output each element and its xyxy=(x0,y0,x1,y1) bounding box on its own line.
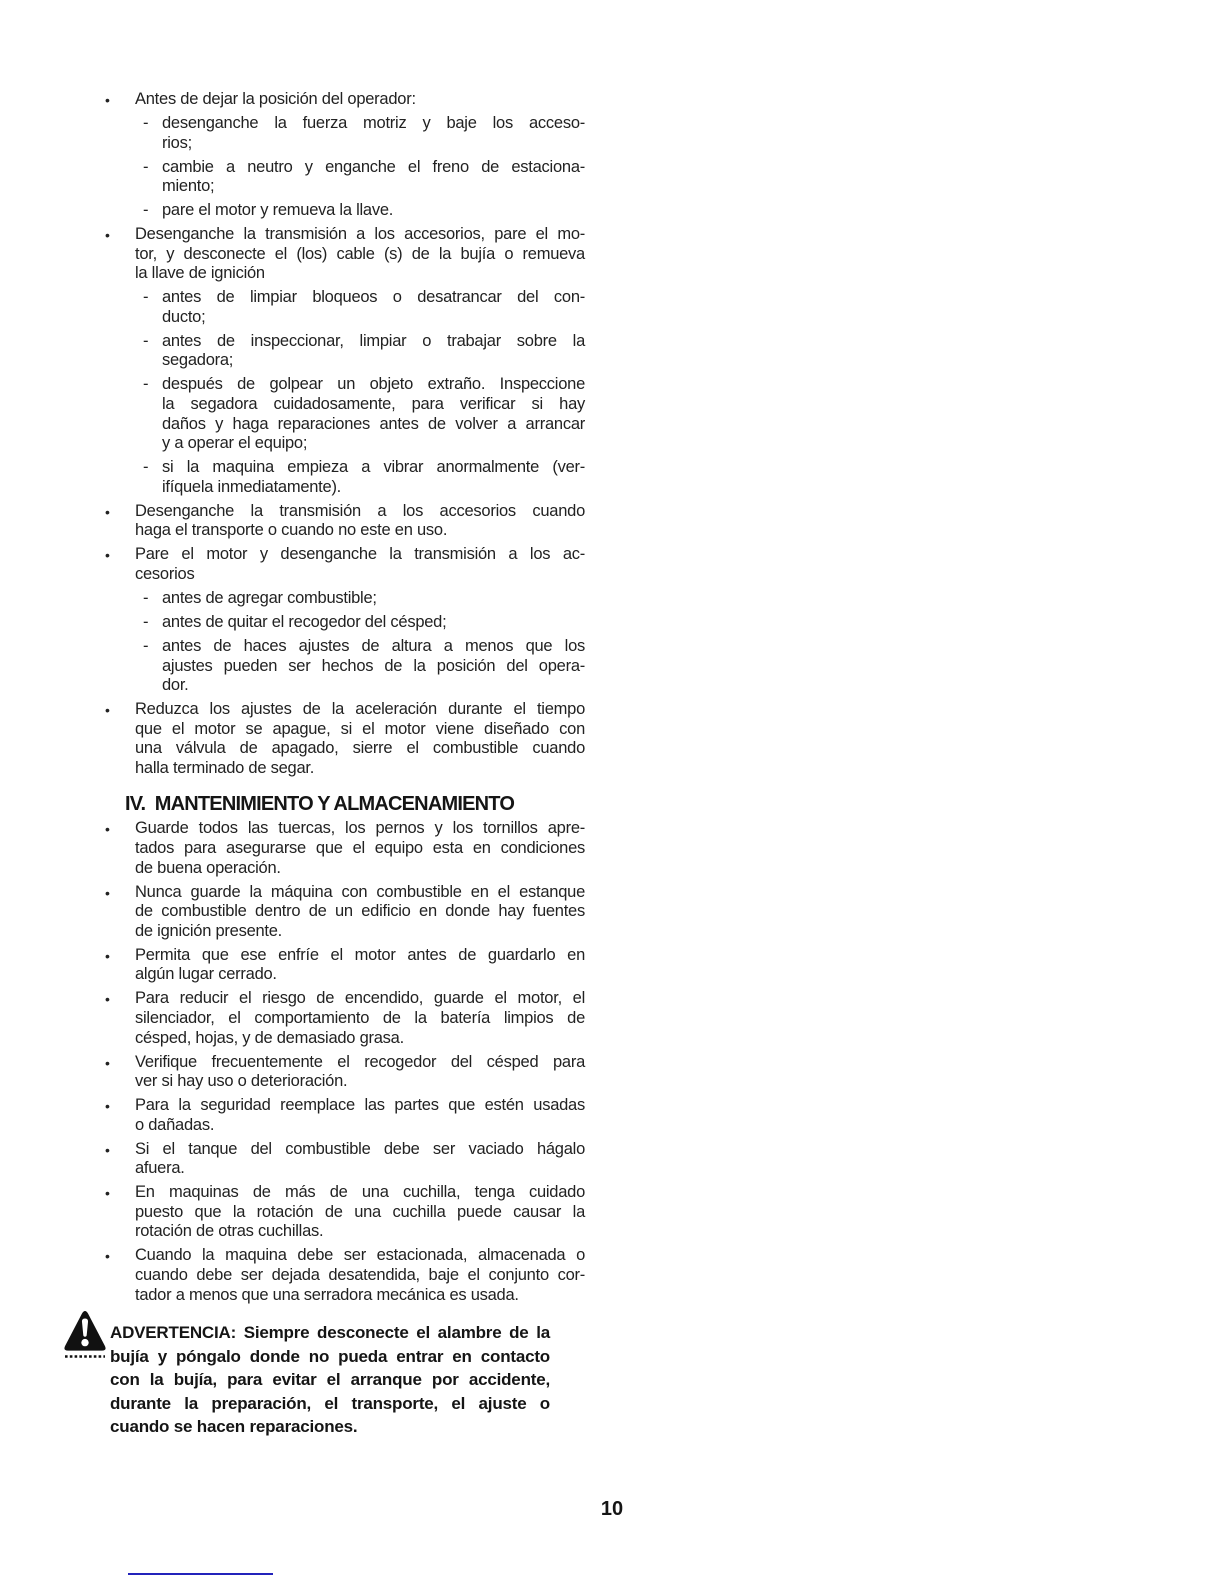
text-line: Pare el motor y desenganche la transmisión a los ac- xyxy=(135,545,585,564)
text-line: o dañadas. xyxy=(135,1115,215,1134)
list-item xyxy=(105,1053,585,1092)
sub-list-item xyxy=(143,201,585,221)
text-line: pare el motor y remueva la llave. xyxy=(162,201,394,220)
text-line: halla terminado de segar. xyxy=(135,758,315,777)
dash-marker: - xyxy=(143,636,149,655)
text-line: una válvula de apagado, sierre el combustible cuando xyxy=(135,739,585,758)
dash-marker: - xyxy=(143,201,149,220)
sub-list-item xyxy=(143,637,585,696)
dash-marker: - xyxy=(143,612,149,631)
text-line: antes de agregar combustible; xyxy=(162,588,377,607)
bullet-icon: • xyxy=(105,1098,110,1115)
text-line: tador a menos que una serradora mecánica es usada. xyxy=(135,1285,519,1304)
footer-accent-line xyxy=(128,1573,273,1575)
text-line: si la maquina empieza a vibrar anormalmente (ver- xyxy=(162,458,585,477)
dash-marker: - xyxy=(143,288,149,307)
bullet-icon: • xyxy=(105,947,110,964)
text-line: tor, y desconecte el (los) cable (s) de la bujía o remueva xyxy=(135,244,585,263)
list-item xyxy=(105,883,585,942)
text-line: Desenganche la transmisión a los accesorios, pare el mo- xyxy=(135,225,585,244)
text-line: afuera. xyxy=(135,1159,185,1178)
sub-list-item xyxy=(143,114,585,153)
sub-list-item xyxy=(143,613,585,633)
dash-marker: - xyxy=(143,157,149,176)
text-line: con la bujía, para evitar el arranque por accidente, xyxy=(110,1370,550,1389)
dash-marker: - xyxy=(143,588,149,607)
text-line: haga el transporte o cuando no este en uso. xyxy=(135,521,448,540)
text-line: la llave de ignición xyxy=(135,264,265,283)
text-line: antes de limpiar bloqueos o desatrancar del con- xyxy=(162,288,585,307)
text-line: ajustes pueden ser hechos de la posición del opera- xyxy=(162,656,585,675)
list-item xyxy=(105,1183,585,1242)
text-line: rotación de otras cuchillas. xyxy=(135,1222,324,1241)
text-line: Cuando la maquina debe ser estacionada, almacenada o xyxy=(135,1246,585,1265)
list-item xyxy=(105,1140,585,1179)
text-line: que el motor se apague, si el motor viene diseñado con xyxy=(135,719,585,738)
list-item xyxy=(105,700,585,778)
text-line: Desenganche la transmisión a los accesorios cuando xyxy=(135,501,585,520)
dash-marker: - xyxy=(143,113,149,132)
text-line: antes de haces ajustes de altura a menos que los xyxy=(162,636,585,655)
dash-marker: - xyxy=(143,331,149,350)
text-line: algún lugar cerrado. xyxy=(135,965,277,984)
text-line: Para reducir el riesgo de encendido, guarde el motor, el xyxy=(135,989,585,1008)
text-line: de combustible dentro de un edificio en donde hay fuentes xyxy=(135,902,585,921)
text-line: después de golpear un objeto extraño. Inspeccione xyxy=(162,375,585,394)
text-line: tados para asegurarse que el equipo esta en condiciones xyxy=(135,839,585,858)
list-item xyxy=(105,225,585,284)
section-heading: IV. MANTENIMIENTO Y ALMACENAMIENTO xyxy=(125,793,515,816)
text-line: Reduzca los ajustes de la aceleración durante el tiempo xyxy=(135,700,585,719)
text-line: Antes de dejar la posición del operador: xyxy=(135,90,416,108)
text-line: de buena operación. xyxy=(135,858,281,877)
list-item xyxy=(105,946,585,985)
text-line: En maquinas de más de una cuchilla, tenga cuidado xyxy=(135,1183,585,1202)
bullet-icon: • xyxy=(105,547,110,564)
text-line: durante la preparación, el transporte, el ajuste o xyxy=(110,1393,550,1413)
list-item xyxy=(105,90,585,110)
list-item xyxy=(105,819,585,878)
text-line: Guarde todos las tuercas, los pernos y los tornillos apre- xyxy=(135,819,585,838)
text-line: segadora; xyxy=(162,351,234,370)
text-line: y a operar el equipo; xyxy=(162,434,308,453)
list-item xyxy=(105,1246,585,1305)
text-line: silenciador, el comportamiento de la batería limpios de xyxy=(135,1008,585,1027)
text-line: ifíquela inmediatamente). xyxy=(162,477,342,496)
sub-list-item xyxy=(143,288,585,327)
text-line: cuando se hacen reparaciones. xyxy=(110,1417,358,1436)
bullet-icon: • xyxy=(105,1248,110,1265)
warning-block xyxy=(63,1306,553,1439)
list-item xyxy=(105,1096,585,1135)
sub-list-item xyxy=(143,458,585,497)
document-body xyxy=(105,90,585,1310)
text-line: Para la seguridad reemplace las partes que estén usadas xyxy=(135,1096,585,1115)
text-line: cuando debe ser dejada desatendida, baje el conjunto cor- xyxy=(135,1266,585,1285)
text-line: ducto; xyxy=(162,307,206,326)
bullet-icon: • xyxy=(105,821,110,838)
text-line: daños y haga reparaciones antes de volver a arrancar xyxy=(162,414,585,433)
text-line: ADVERTENCIA: Siempre desconecte el alambre de la xyxy=(110,1323,550,1342)
text-line: bujía y póngalo donde no pueda entrar en contacto xyxy=(110,1346,550,1366)
sub-list-item xyxy=(143,158,585,197)
list-item xyxy=(105,502,585,541)
sub-list-item xyxy=(143,589,585,609)
text-line: césped, hojas, y de demasiado grasa. xyxy=(135,1028,404,1047)
text-line: la segadora cuidadosamente, para verificar si hay xyxy=(162,395,585,414)
warning-triangle-icon xyxy=(63,1308,107,1360)
text-line: miento; xyxy=(162,177,215,196)
bullet-icon: • xyxy=(105,1141,110,1158)
warning-text xyxy=(110,1306,550,1439)
text-line: rios; xyxy=(162,133,192,152)
bullet-icon: • xyxy=(105,92,110,108)
bullet-icon: • xyxy=(105,884,110,901)
bullet-icon: • xyxy=(105,1054,110,1071)
text-line: Verifique frecuentemente el recogedor del césped para xyxy=(135,1052,585,1071)
sub-list-item xyxy=(143,332,585,371)
text-line: ver si hay uso o deterioración. xyxy=(135,1072,348,1091)
bullet-icon: • xyxy=(105,991,110,1008)
dash-marker: - xyxy=(143,375,149,394)
bullet-icon: • xyxy=(105,227,110,244)
text-line: antes de quitar el recogedor del césped; xyxy=(162,612,447,631)
text-line: Permita que ese enfríe el motor antes de guardarlo en xyxy=(135,945,585,964)
sub-list-item xyxy=(143,375,585,453)
list-item xyxy=(105,989,585,1048)
page-number: 10 xyxy=(600,1498,624,1520)
text-line: de ignición presente. xyxy=(135,921,283,940)
list-item xyxy=(105,545,585,584)
text-line: antes de inspeccionar, limpiar o trabajar sobre la xyxy=(162,331,585,350)
bullet-icon: • xyxy=(105,702,110,719)
text-line: Si el tanque del combustible debe ser vaciado hágalo xyxy=(135,1139,585,1158)
dash-marker: - xyxy=(143,458,149,477)
text-line: Nunca guarde la máquina con combustible en el estanque xyxy=(135,882,585,901)
text-line: cambie a neutro y enganche el freno de estaciona- xyxy=(162,157,585,176)
text-line: desenganche la fuerza motriz y baje los acceso- xyxy=(162,113,585,132)
text-line: cesorios xyxy=(135,564,195,583)
bullet-icon: • xyxy=(105,503,110,520)
bullet-icon: • xyxy=(105,1185,110,1202)
text-line: puesto que la rotación de una cuchilla puede causar la xyxy=(135,1202,585,1221)
text-line: dor. xyxy=(162,676,189,695)
